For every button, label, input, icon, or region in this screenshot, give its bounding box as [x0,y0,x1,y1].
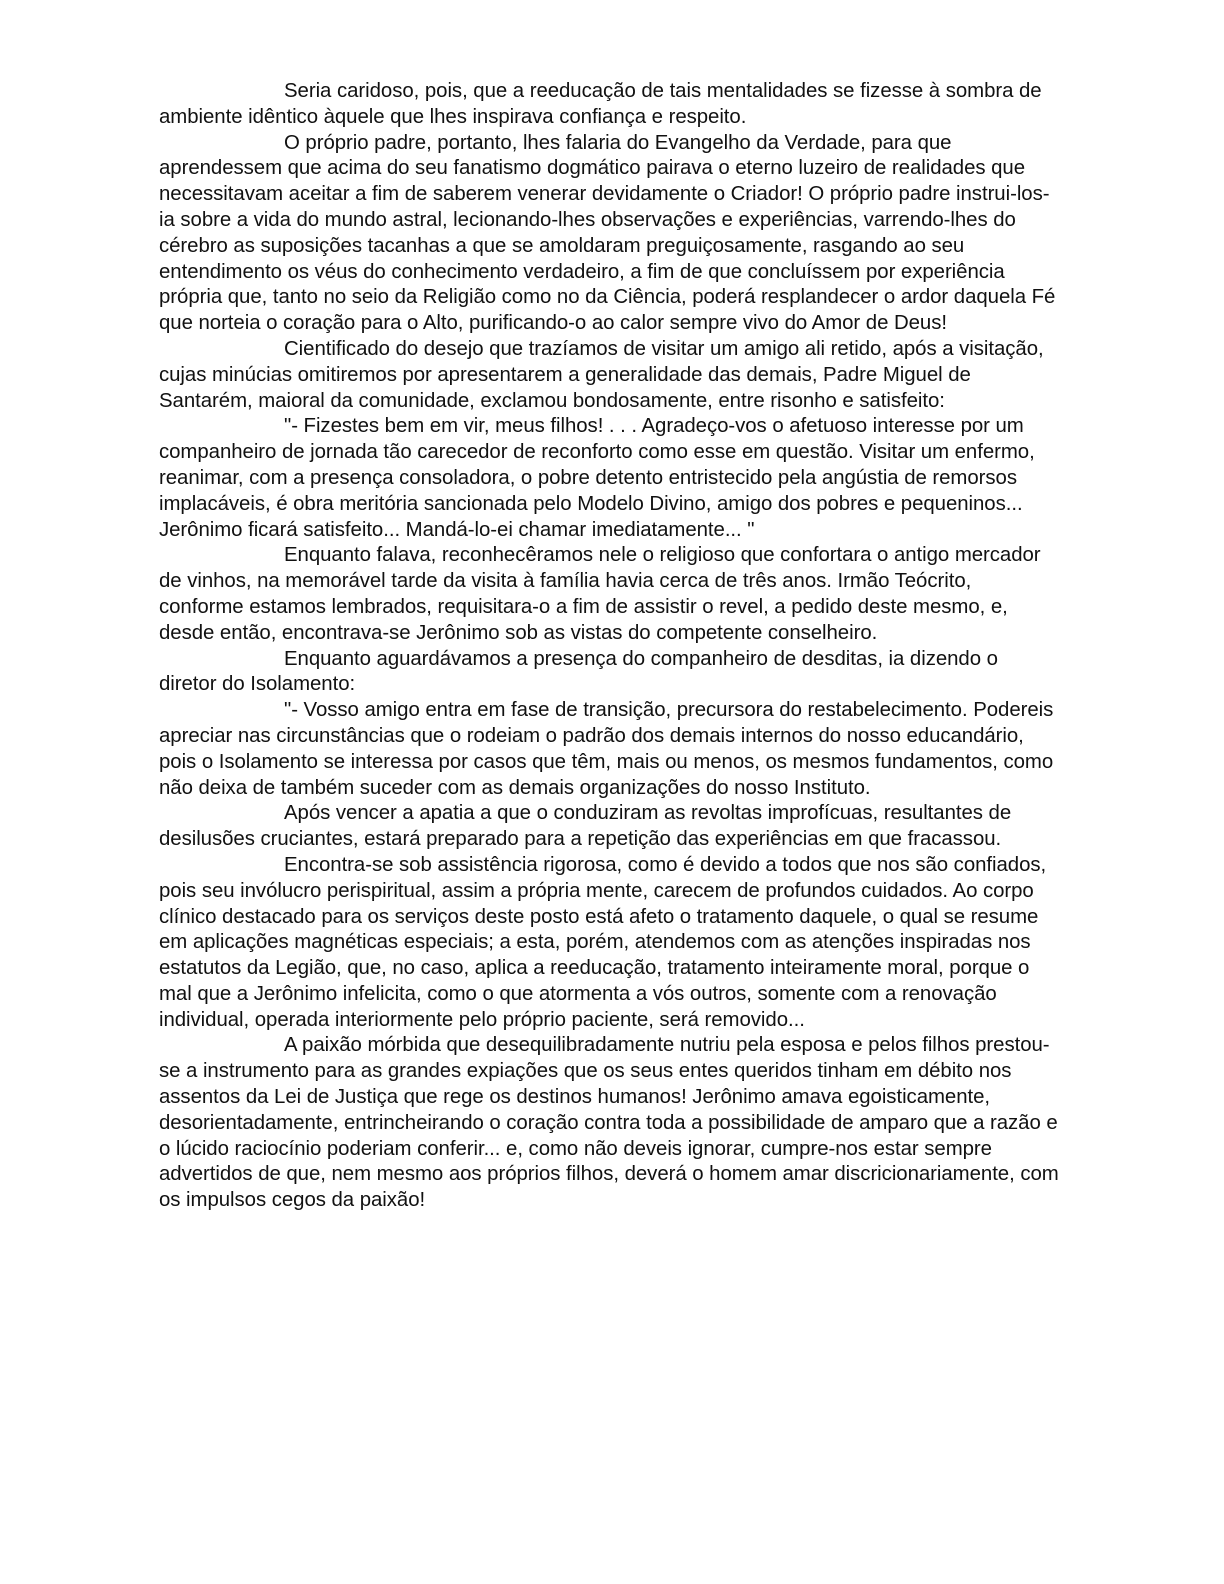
paragraph-7: "- Vosso amigo entra em fase de transição, precursora do restabelecimento. Podereis apreciar nas circunstâncias que o rodeiam o padrão dos demais internos do nosso educandário, pois o Isolamento se interessa por casos que têm, mais ou menos, os mesmos fundamentos, como não deixa de também suceder com as demais organizações do nosso Instituto. [159,699,1054,799]
paragraph-2: O próprio padre, portanto, lhes falaria do Evangelho da Verdade, para que aprendessem que acima do seu fanatismo dogmático pairava o eterno luzeiro de realidades que necessitavam aceitar a fim de saberem venerar devidamente o Criador! O próprio padre instrui-los-ia sobre a vida do mundo astral, lecionando-lhes observações e experiências, varrendo-lhes do cérebro as suposições tacanhas a que se amoldaram preguiçosamente, rasgando ao seu entendimento os véus do conhecimento verdadeiro, a fim de que concluíssem por experiência própria que, tanto no seio da Religião como no da Ciência, poderá resplandecer o ardor daquela Fé que norteia o coração para o Alto, purificando-o ao calor sempre vivo do Amor de Deus! [159,131,1056,335]
paragraph-3: Cientificado do desejo que trazíamos de visitar um amigo ali retido, após a visitação, cujas minúcias omitiremos por apresentarem a generalidade das demais, Padre Miguel de Santarém, maioral da comunidade, exclamou bondosamente, entre risonho e satisfeito: [159,337,1044,412]
paragraph-4: "- Fizestes bem em vir, meus filhos! . . . Agradeço-vos o afetuoso interesse por um companheiro de jornada tão carecedor de reconforto como esse em questão. Visitar um enfermo, reanimar, com a presença consoladora, o pobre detento entristecido pela angústia de remorsos implacáveis, é obra meritória sancionada pelo Modelo Divino, amigo dos pobres e pequeninos... Jerônimo ficará satisfeito... Mandá-lo-ei chamar imediatamente... " [159,415,1035,541]
paragraph-10: A paixão mórbida que desequilibradamente nutriu pela esposa e pelos filhos prestou-se a instrumento para as grandes expiações que os seus entes queridos tinham em débito nos assentos da Lei de Justiça que rege os destinos humanos! Jerônimo amava egoisticamente, desorientadamente, entrincheirando o coração contra toda a possibilidade de amparo que a razão e o lúcido raciocínio poderiam conferir... e, como não deveis ignorar, cumpre-nos estar sempre advertidos de que, nem mesmo aos próprios filhos, deverá o homem amar discricionariamente, com os impulsos cegos da paixão! [159,1034,1059,1212]
document-page [159,79,1059,1214]
paragraph-9: Encontra-se sob assistência rigorosa, como é devido a todos que nos são confiados, pois seu invólucro perispiritual, assim a própria mente, carecem de profundos cuidados. Ao corpo clínico destacado para os serviços deste posto está afeto o tratamento daquele, o qual se resume em aplicações magnéticas especiais; a esta, porém, atendemos com as atenções inspiradas nos estatutos da Legião, que, no caso, aplica a reeducação, tratamento inteiramente moral, porque o mal que a Jerônimo infelicita, como o que atormenta a vós outros, somente com a renovação individual, operada interiormente pelo próprio paciente, será removido... [159,853,1047,1031]
paragraph-8: Após vencer a apatia a que o conduziram as revoltas improfícuas, resultantes de desilusões cruciantes, estará preparado para a repetição das experiências em que fracassou. [159,802,1012,851]
paragraph-1: Seria caridoso, pois, que a reeducação de tais mentalidades se fizesse à sombra de ambiente idêntico àquele que lhes inspirava confiança e respeito. [159,80,1042,128]
paragraph-6: Enquanto aguardávamos a presença do companheiro de desditas, ia dizendo o diretor do Isolamento: [159,647,998,696]
paragraph-5: Enquanto falava, reconhecêramos nele o religioso que confortara o antigo mercador de vinhos, na memorável tarde da visita à família havia cerca de três anos. Irmão Teócrito, conforme estamos lembrados, requisitara-o a fim de assistir o revel, a pedido deste mesmo, e, desde então, encontrava-se Jerônimo sob as vistas do competente conselheiro. [159,544,1041,644]
